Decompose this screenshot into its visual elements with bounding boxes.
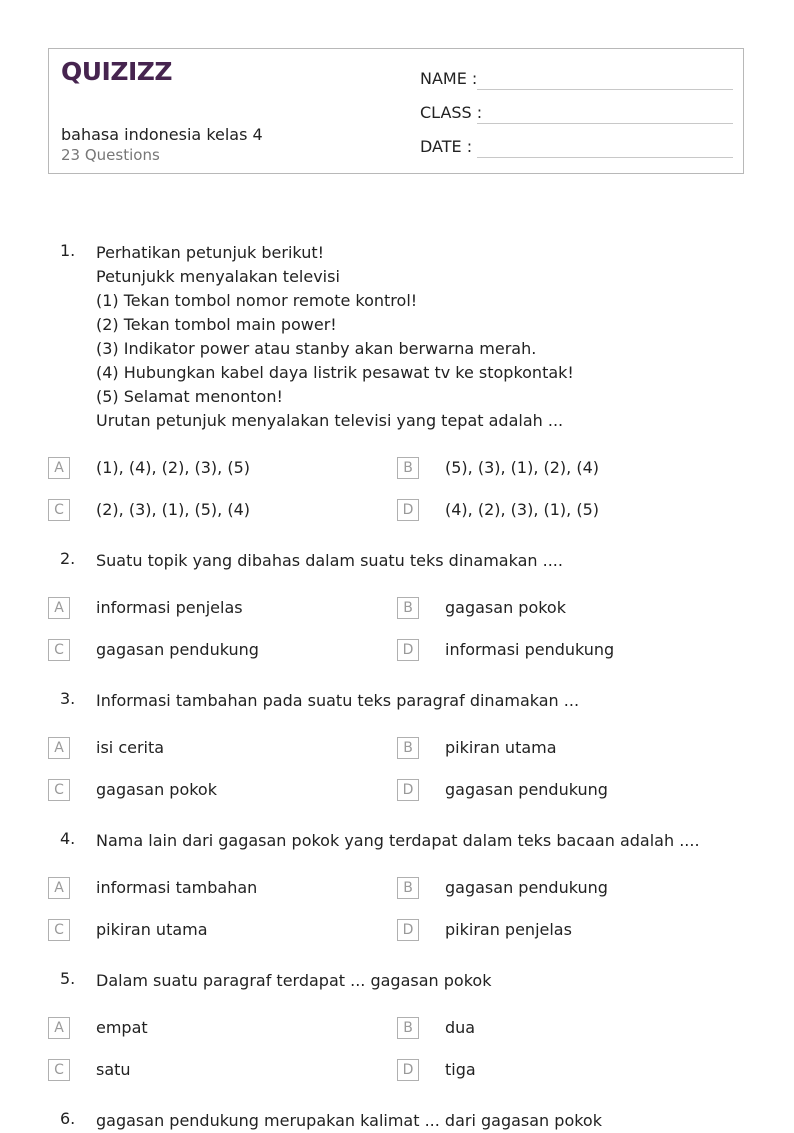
question-line: (5) Selamat menonton!: [96, 387, 283, 406]
question-line: Nama lain dari gagasan pokok yang terdapat dalam teks bacaan adalah ....: [96, 831, 700, 850]
option-text: (2), (3), (1), (5), (4): [96, 500, 251, 519]
option-text: informasi penjelas: [96, 598, 243, 617]
class-line: [477, 123, 733, 124]
option-text: informasi tambahan: [96, 878, 258, 897]
question-number: 1.: [60, 241, 76, 260]
question-text: [96, 241, 574, 433]
class-label: CLASS :: [420, 103, 483, 122]
worksheet-title: bahasa indonesia kelas 4: [61, 125, 263, 144]
question-line: Urutan petunjuk menyalakan televisi yang tepat adalah ...: [96, 411, 564, 430]
question-line: gagasan pendukung merupakan kalimat ... dari gagasan pokok: [96, 1111, 602, 1130]
question-text: [96, 969, 491, 993]
option-text: (4), (2), (3), (1), (5): [445, 500, 600, 519]
question-line: Informasi tambahan pada suatu teks paragraf dinamakan ...: [96, 691, 580, 710]
option-letter-box: C: [48, 499, 70, 521]
question-line: (3) Indikator power atau stanby akan berwarna merah.: [96, 339, 537, 358]
question-count: 23 Questions: [61, 146, 160, 164]
option-text: gagasan pendukung: [445, 780, 608, 799]
worksheet-header: [48, 48, 744, 174]
option-text: pikiran utama: [96, 920, 208, 939]
question-line: Perhatikan petunjuk berikut!: [96, 243, 325, 262]
option-text: gagasan pendukung: [96, 640, 259, 659]
option-text: isi cerita: [96, 738, 165, 757]
question-text: [96, 1109, 602, 1133]
option-text: pikiran utama: [445, 738, 557, 757]
option-text: dua: [445, 1018, 476, 1037]
option-text: informasi pendukung: [445, 640, 615, 659]
option-text: (1), (4), (2), (3), (5): [96, 458, 251, 477]
option-letter-box: B: [397, 737, 419, 759]
option-text: gagasan pokok: [96, 780, 217, 799]
option-letter-box: D: [397, 779, 419, 801]
date-label: DATE :: [420, 137, 473, 156]
option-text: tiga: [445, 1060, 476, 1079]
option-letter-box: A: [48, 1017, 70, 1039]
question-number: 4.: [60, 829, 76, 848]
name-line: [477, 89, 733, 90]
question-number: 6.: [60, 1109, 76, 1128]
option-text: empat: [96, 1018, 148, 1037]
option-letter-box: A: [48, 597, 70, 619]
option-letter-box: B: [397, 1017, 419, 1039]
option-text: satu: [96, 1060, 131, 1079]
question-text: [96, 549, 563, 573]
question-number: 5.: [60, 969, 76, 988]
option-letter-box: A: [48, 877, 70, 899]
option-text: pikiran penjelas: [445, 920, 572, 939]
option-text: (5), (3), (1), (2), (4): [445, 458, 600, 477]
option-letter-box: C: [48, 779, 70, 801]
question-number: 3.: [60, 689, 76, 708]
date-line: [477, 157, 733, 158]
option-letter-box: D: [397, 1059, 419, 1081]
option-letter-box: C: [48, 919, 70, 941]
question-line: (4) Hubungkan kabel daya listrik pesawat tv ke stopkontak!: [96, 363, 574, 382]
option-text: gagasan pokok: [445, 598, 566, 617]
option-letter-box: D: [397, 919, 419, 941]
quizizz-logo: QUIZIZZ: [61, 57, 173, 86]
question-line: Petunjukk menyalakan televisi: [96, 267, 340, 286]
question-line: Dalam suatu paragraf terdapat ... gagasan pokok: [96, 971, 492, 990]
option-letter-box: B: [397, 877, 419, 899]
question-number: 2.: [60, 549, 76, 568]
question-line: (2) Tekan tombol main power!: [96, 315, 337, 334]
question-text: [96, 829, 700, 853]
option-letter-box: C: [48, 639, 70, 661]
question-line: Suatu topik yang dibahas dalam suatu teks dinamakan ....: [96, 551, 563, 570]
option-letter-box: B: [397, 597, 419, 619]
option-text: gagasan pendukung: [445, 878, 608, 897]
name-label: NAME :: [420, 69, 478, 88]
question-line: (1) Tekan tombol nomor remote kontrol!: [96, 291, 418, 310]
option-letter-box: D: [397, 499, 419, 521]
option-letter-box: B: [397, 457, 419, 479]
question-text: [96, 689, 579, 713]
option-letter-box: A: [48, 737, 70, 759]
option-letter-box: A: [48, 457, 70, 479]
option-letter-box: D: [397, 639, 419, 661]
option-letter-box: C: [48, 1059, 70, 1081]
